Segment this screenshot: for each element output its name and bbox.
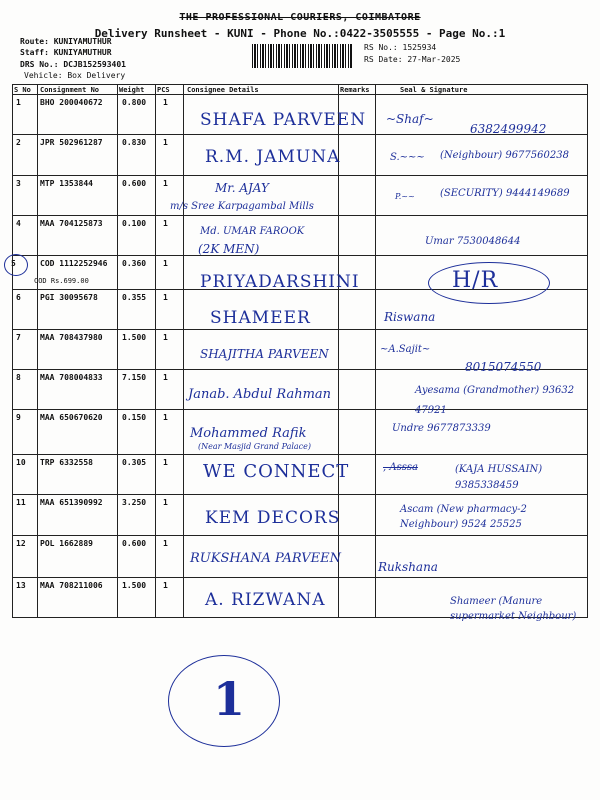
row-pcs: 1 [163, 219, 168, 228]
row-consignment: MAA 650670620 [40, 413, 103, 422]
staff-label: Staff: KUNIYAMUTHUR [20, 48, 112, 57]
row-sno: 13 [16, 581, 26, 590]
seal-handwritten: Ayesama (Grandmother) 93632 47921 [415, 385, 575, 416]
signature-scribble: , Asssa [383, 462, 418, 473]
consignee-handwritten: SHAFA PARVEEN [200, 110, 367, 130]
seal-handwritten: Rukshana [378, 560, 438, 574]
row-sno: 6 [16, 293, 21, 302]
row-pcs: 1 [163, 333, 168, 342]
row-consignment: TRP 6332558 [40, 458, 93, 467]
consignee-handwritten: SHAJITHA PARVEEN [200, 347, 329, 361]
row-weight: 1.500 [122, 333, 147, 342]
row-weight: 0.100 [122, 219, 147, 228]
consignee-extra: m/s Sree Karpagambal Mills [170, 201, 314, 212]
signature-scribble: ~Shaf~ [386, 112, 434, 126]
row-sno: 5 [11, 259, 16, 268]
rs-number: RS No.: 1525934 [364, 43, 437, 52]
consignee-handwritten: KEM DECORS [205, 508, 341, 528]
seal-handwritten: (Neighbour) 9677560238 [440, 150, 569, 161]
consignee-extra: (Near Masjid Grand Palace) [198, 442, 312, 451]
circled-mark-label: 1 [213, 672, 246, 726]
row-weight: 1.500 [122, 581, 147, 590]
row-weight: 7.150 [122, 373, 147, 382]
row-sno: 8 [16, 373, 21, 382]
row-weight: 0.150 [122, 413, 147, 422]
row-pcs: 1 [163, 179, 168, 188]
row-pcs: 1 [163, 581, 168, 590]
row-consignment: MAA 708004833 [40, 373, 103, 382]
circle-mark [4, 254, 28, 276]
col-consignment: Consignment No [40, 86, 100, 94]
seal-handwritten: Umar 7530048644 [425, 236, 521, 247]
consignee-handwritten: WE CONNECT [203, 461, 350, 482]
vehicle-label: Vehicle: Box Delivery [24, 71, 126, 80]
row-consignment: MAA 708437980 [40, 333, 103, 342]
row-sno: 4 [16, 219, 21, 228]
row-sno: 9 [16, 413, 21, 422]
row-sno: 2 [16, 138, 21, 147]
row-weight: 0.800 [122, 98, 147, 107]
consignee-handwritten: Mr. AJAY [215, 181, 269, 195]
consignee-handwritten: Janab. Abdul Rahman [188, 387, 332, 402]
row-consignment: COD 1112252946 [40, 259, 108, 268]
row-weight: 0.830 [122, 138, 147, 147]
row-pcs: 1 [163, 413, 168, 422]
row-consignment: JPR 502961287 [40, 138, 103, 147]
route-label: Route: KUNIYAMUTHUR [20, 37, 112, 46]
seal-handwritten: 8015074550 [465, 360, 542, 374]
row-sno: 12 [16, 539, 26, 548]
row-weight: 0.360 [122, 259, 147, 268]
row-consignment: PGI 30095678 [40, 293, 98, 302]
row-pcs: 1 [163, 458, 168, 467]
row-pcs: 1 [163, 138, 168, 147]
col-consignee: Consignee Details [187, 86, 259, 94]
row-sno: 3 [16, 179, 21, 188]
signature-scribble: P.~~ [395, 192, 415, 201]
consignee-handwritten: A. RIZWANA [205, 590, 326, 610]
seal-handwritten: (KAJA HUSSAIN) 9385338459 [455, 464, 543, 491]
row-pcs: 1 [163, 539, 168, 548]
row-consignment: MAA 704125873 [40, 219, 103, 228]
runsheet-title: Delivery Runsheet - KUNI - Phone No.:0422-3505555 - Page No.:1 [94, 27, 506, 40]
row-consignment: POL 1662889 [40, 539, 93, 548]
seal-handwritten: Riswana [384, 310, 436, 324]
row-weight: 0.600 [122, 179, 147, 188]
row-pcs: 1 [163, 293, 168, 302]
seal-handwritten: Ascam (New pharmacy-2 Neighbour) 9524 25525 [400, 504, 527, 530]
consignee-handwritten: Md. UMAR FAROOK [200, 226, 305, 237]
row-sno: 1 [16, 98, 21, 107]
seal-handwritten: H/R [452, 268, 499, 293]
col-remarks: Remarks [340, 86, 370, 94]
row-weight: 0.305 [122, 458, 147, 467]
col-pcs: PCS [157, 86, 170, 94]
col-seal: Seal & Signature [400, 86, 468, 94]
row-consignment: BHO 200040672 [40, 98, 103, 107]
seal-handwritten: 6382499942 [470, 122, 547, 136]
row-weight: 0.355 [122, 293, 147, 302]
company-name: THE PROFESSIONAL COURIERS, COIMBATORE [179, 12, 421, 23]
row-weight: 0.600 [122, 539, 147, 548]
signature-scribble: S.~~~ [390, 152, 425, 163]
cod-amount: COD Rs.699.00 [34, 277, 89, 285]
row-weight: 3.250 [122, 498, 147, 507]
row-sno: 10 [16, 458, 26, 467]
row-pcs: 1 [163, 498, 168, 507]
row-consignment: MAA 651390992 [40, 498, 103, 507]
rs-date: RS Date: 27-Mar-2025 [364, 55, 461, 64]
consignee-handwritten: PRIYADARSHINI [200, 272, 360, 292]
col-weight: Weight [119, 86, 145, 94]
row-consignment: MTP 1353844 [40, 179, 93, 188]
row-sno: 7 [16, 333, 21, 342]
seal-handwritten: Undre 9677873339 [392, 423, 491, 434]
row-pcs: 1 [163, 373, 168, 382]
signature-scribble: ~A.Sajit~ [380, 344, 431, 355]
consignee-handwritten: RUKSHANA PARVEEN [190, 551, 341, 566]
col-sno: S No [14, 86, 31, 94]
consignee-handwritten: Mohammed Rafik [190, 426, 307, 441]
row-consignment: MAA 708211006 [40, 581, 103, 590]
row-pcs: 1 [163, 259, 168, 268]
seal-handwritten: (SECURITY) 9444149689 [440, 188, 570, 199]
seal-handwritten: Shameer (Manure supermarket Neighbour) [450, 596, 577, 622]
consignee-extra: (2K MEN) [198, 242, 260, 256]
consignee-handwritten: R.M. JAMUNA [205, 147, 341, 167]
drs-number: DRS No.: DCJB152593401 [20, 60, 126, 69]
row-pcs: 1 [163, 98, 168, 107]
barcode [252, 44, 352, 68]
consignee-handwritten: SHAMEER [210, 308, 311, 328]
row-sno: 11 [16, 498, 26, 507]
